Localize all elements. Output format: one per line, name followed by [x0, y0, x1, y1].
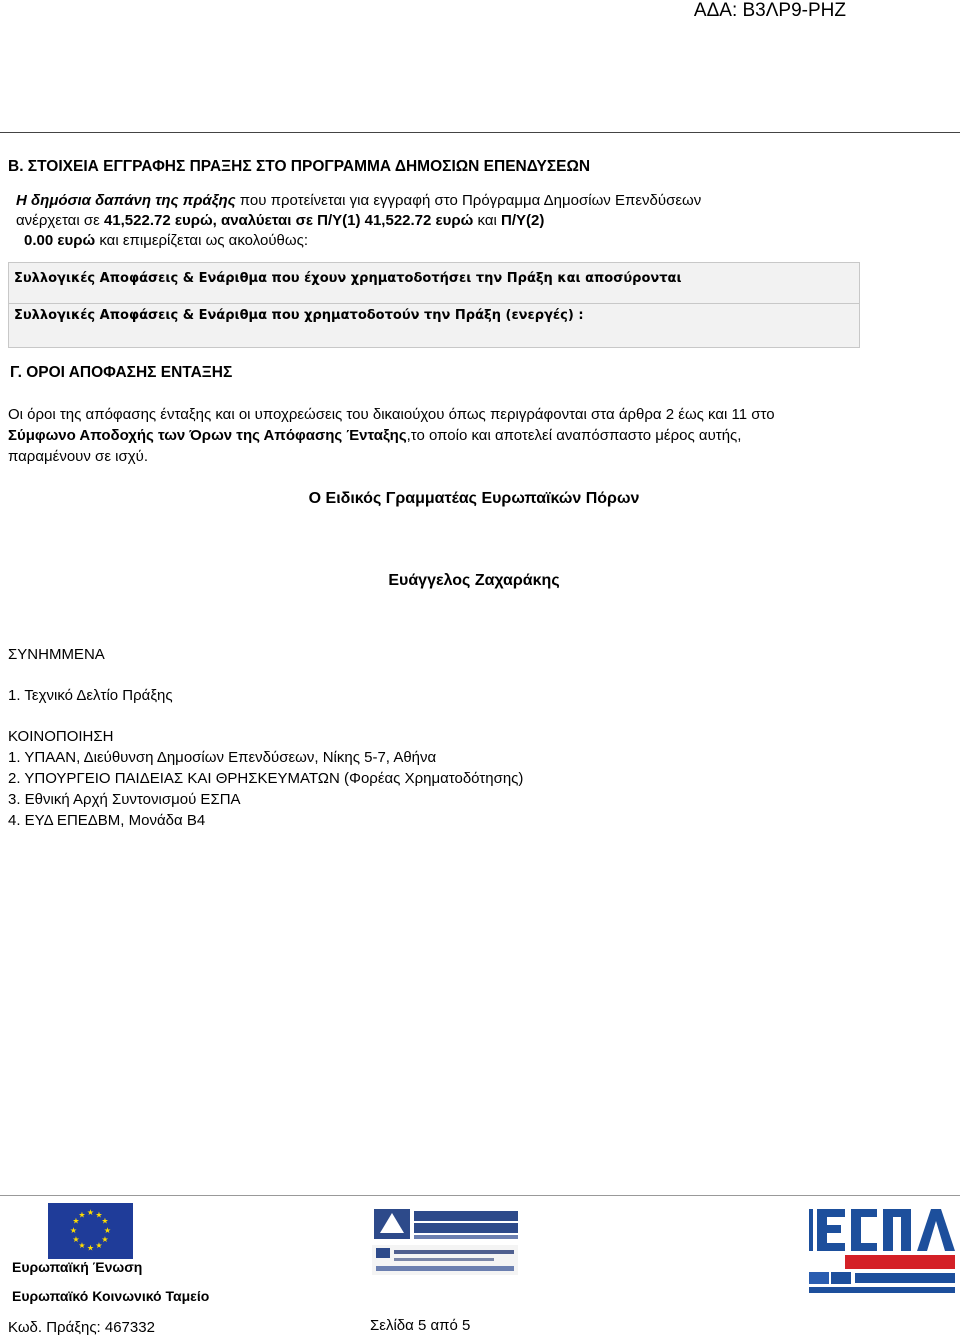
section-g-title: Γ. ΟΡΟΙ ΑΠΟΦΑΣΗΣ ΕΝΤΑΞΗΣ	[10, 364, 233, 381]
agreement-title: Σύμφωνο Αποδοχής των Όρων της Απόφασης Ένταξης	[8, 427, 407, 444]
svg-text:★: ★	[69, 1226, 78, 1235]
svg-text:★: ★	[101, 1235, 109, 1244]
svg-text:★: ★	[86, 1243, 95, 1253]
notification-heading: ΚΟΙΝΟΠΟΙΗΣΗ	[8, 728, 114, 745]
terms-line-2: ,το οποίο και αποτελεί αναπόσπαστο μέρος αυτής,	[406, 427, 742, 444]
ada-code: ΑΔΑ: Β3ΛΡ9-ΡΗΖ	[693, 0, 846, 21]
budget-2-label: Π/Υ(2)	[500, 212, 545, 229]
attachment-item: 1. Τεχνικό Δελτίο Πράξης	[8, 687, 173, 704]
svg-text:★: ★	[101, 1216, 109, 1226]
notification-item: 1. ΥΠΑΑΝ, Διεύθυνση Δημοσίων Επενδύσεων, Νίκης 5-7, Αθήνα	[8, 749, 437, 766]
svg-text:★: ★	[95, 1241, 103, 1250]
breakdown-intro: και επιμερίζεται ως ακολούθως:	[95, 232, 308, 249]
eu-flag-icon	[48, 1203, 133, 1259]
amount-intro: ανέρχεται σε	[16, 212, 104, 229]
active-decisions-label: Συλλογικές Αποφάσεις & Ενάριθμα που χρηματοδοτούν την Πράξη (ενεργές) :	[14, 308, 584, 323]
header-divider	[0, 132, 960, 133]
budget-2-value: 0.00 ευρώ	[24, 232, 96, 249]
espa-logo	[805, 1205, 957, 1295]
svg-text:★: ★	[72, 1235, 80, 1244]
public-expenditure-label: Η δημόσια δαπάνη της πράξης	[16, 192, 236, 209]
footer-divider	[0, 1195, 960, 1196]
svg-text:★: ★	[95, 1210, 103, 1220]
active-decisions-box	[8, 303, 860, 348]
and-text: και	[473, 212, 501, 229]
project-code: Κωδ. Πράξης: 467332	[8, 1319, 155, 1336]
pde-text: που προτείνεται για εγγραφή στο Πρόγραμμα Δημοσίων Επενδύσεων	[235, 192, 702, 209]
svg-text:★: ★	[78, 1210, 86, 1220]
svg-text:★: ★	[103, 1226, 112, 1235]
esf-label: Ευρωπαϊκό Κοινωνικό Ταμείο	[12, 1288, 210, 1304]
withdrawn-decisions-box	[8, 262, 860, 304]
withdrawn-decisions-label: Συλλογικές Αποφάσεις & Ενάριθμα που έχουν χρηματοδοτήσει την Πράξη και αποσύρονται	[14, 271, 682, 286]
programme-emblem-icon	[370, 1203, 520, 1283]
signatory-name: Ευάγγελος Ζαχαράκης	[388, 572, 560, 589]
terms-line-1: Οι όροι της απόφασης ένταξης και οι υποχρεώσεις του δικαιούχου όπως περιγράφονται στα άρθρα 2 έως και 11 στο	[8, 406, 775, 423]
notification-item: 2. ΥΠΟΥΡΓΕΙΟ ΠΑΙΔΕΙΑΣ ΚΑΙ ΘΡΗΣΚΕΥΜΑΤΩΝ (Φορέας Χρηματοδότησης)	[8, 770, 524, 787]
public-expenditure-paragraph	[16, 191, 846, 251]
amount-value: 41,522.72 ευρώ, αναλύεται σε Π/Υ(1) 41,522.72 ευρώ	[103, 212, 474, 229]
section-b-title: Β. ΣΤΟΙΧΕΙΑ ΕΓΓΡΑΦΗΣ ΠΡΑΞΗΣ ΣΤΟ ΠΡΟΓΡΑΜΜΑ ΔΗΜΟΣΙΩΝ ΕΠΕΝΔΥΣΕΩΝ	[8, 158, 591, 175]
attachments-heading: ΣΥΝΗΜΜΕΝΑ	[8, 646, 105, 663]
terms-paragraph	[8, 404, 908, 467]
signatory-title: Ο Ειδικός Γραμματέας Ευρωπαϊκών Πόρων	[308, 490, 640, 507]
education-programme-logo	[370, 1203, 520, 1283]
svg-text:★: ★	[72, 1216, 80, 1226]
terms-line-3: παραμένουν σε ισχύ.	[8, 448, 149, 465]
svg-text:★: ★	[86, 1208, 95, 1217]
svg-text:★: ★	[78, 1241, 86, 1250]
espa-emblem-icon	[805, 1205, 957, 1295]
page-number: Σελίδα 5 από 5	[370, 1317, 471, 1334]
eu-label: Ευρωπαϊκή Ένωση	[12, 1259, 143, 1275]
notification-item: 3. Εθνική Αρχή Συντονισμού ΕΣΠΑ	[8, 791, 241, 808]
notification-item: 4. ΕΥΔ ΕΠΕΔΒΜ, Μονάδα Β4	[8, 812, 206, 829]
